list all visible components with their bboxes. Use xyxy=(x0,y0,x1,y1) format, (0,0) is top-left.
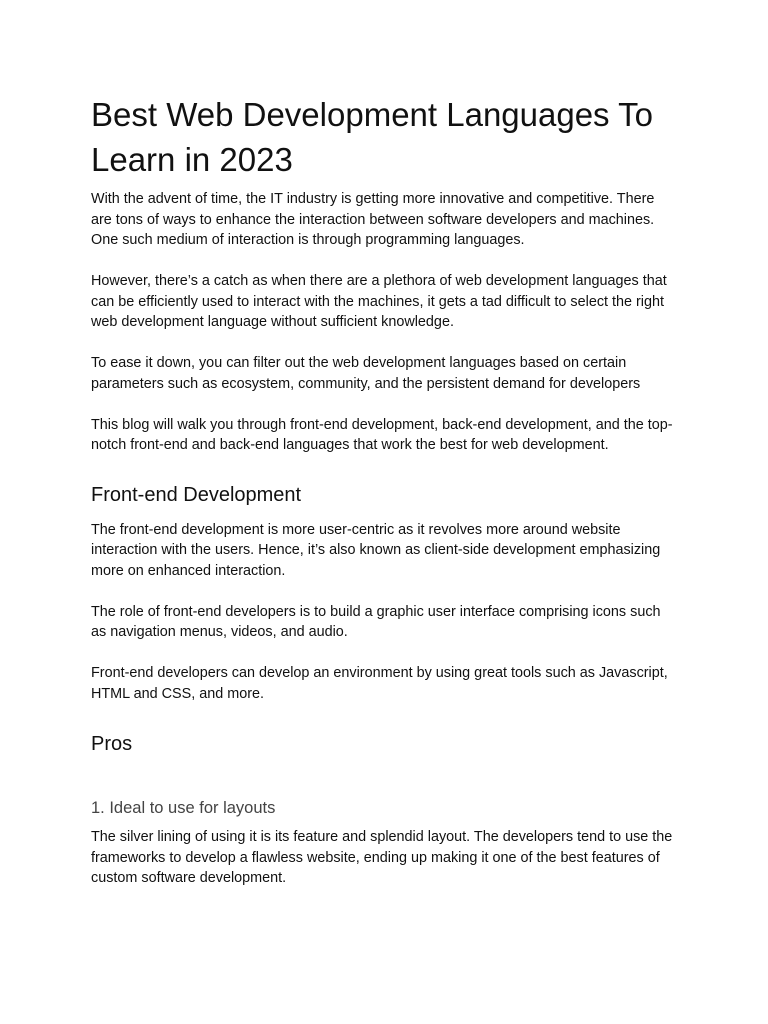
intro-paragraph-4: This blog will walk you through front-end development, back-end development, and the top-notch front-end and back-end languages that work the best for web development. xyxy=(91,416,673,453)
frontend-paragraph-3: Front-end developers can develop an environment by using great tools such as Javascript, HTML and CSS, and more. xyxy=(91,665,668,702)
pros-item-1-text: The silver lining of using it is its feature and splendid layout. The developers tend to use the frameworks to develop a flawless website, ending up making it one of the best features of custom software development. xyxy=(91,829,673,886)
frontend-paragraph-2: The role of front-end developers is to build a graphic user interface comprising icons such as navigation menus, videos, and audio. xyxy=(91,603,661,640)
pros-item-1-title: 1. Ideal to use for layouts xyxy=(91,799,276,817)
intro-paragraph-3: To ease it down, you can filter out the web development languages based on certain parameters such as ecosystem, community, and the persistent demand for developers xyxy=(91,355,641,392)
document-title: Best Web Development Languages To Learn in 2023 xyxy=(91,96,653,178)
frontend-heading: Front-end Development xyxy=(91,483,302,506)
frontend-paragraph-1: The front-end development is more user-centric as it revolves more around website interaction with the users. Hence, it’s also known as client-side development emphasizing more on enhanced interaction. xyxy=(91,521,661,579)
intro-paragraph-1: With the advent of time, the IT industry is getting more innovative and competitive. There are tons of ways to enhance the interaction between software developers and machines. One such medium of interaction is through programming languages. xyxy=(91,191,655,248)
intro-paragraph-2: However, there’s a catch as when there are a plethora of web development languages that can be efficiently used to interact with the machines, it gets a tad difficult to select the right web development language without sufficient knowledge. xyxy=(91,273,667,330)
pros-heading: Pros xyxy=(91,733,133,755)
